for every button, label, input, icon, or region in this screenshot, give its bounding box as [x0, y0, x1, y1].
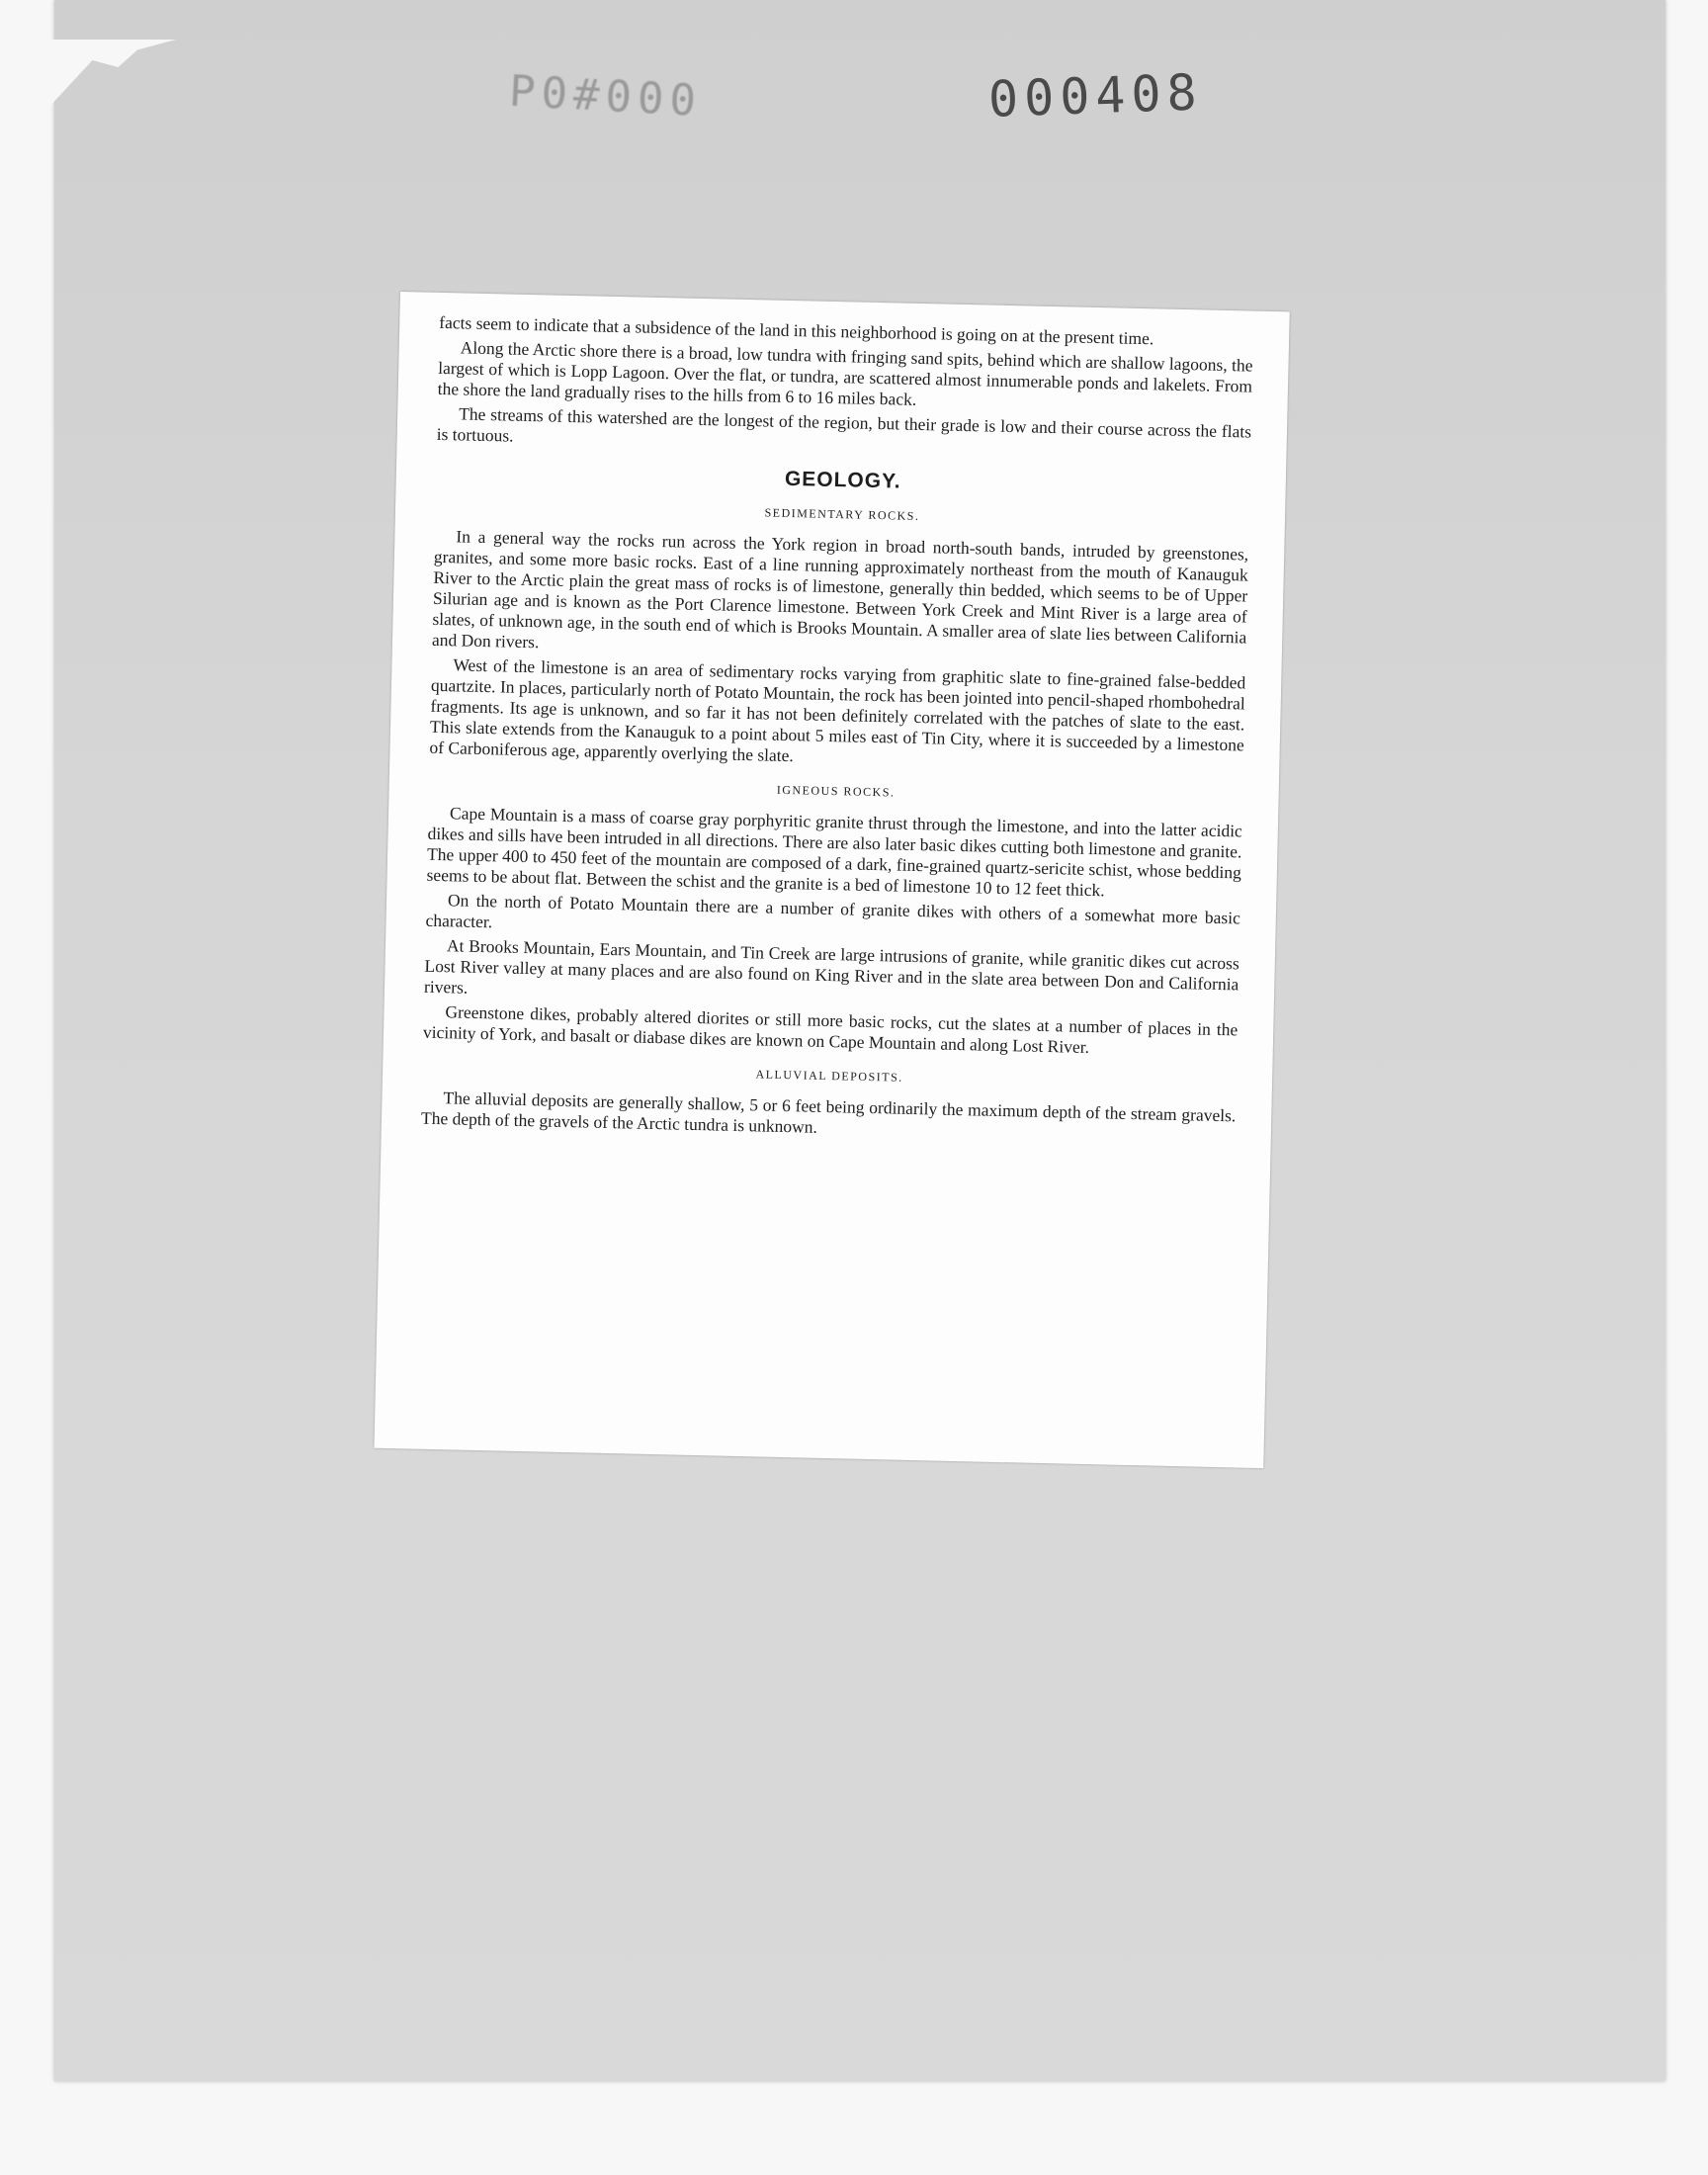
subheading-sedimentary-rocks: SEDIMENTARY ROCKS. [764, 505, 920, 523]
document-page [374, 292, 1289, 1468]
igneous-paragraph-3: At Brooks Mountain, Ears Mountain, and Tin Creek are large intrusions of granite, while granitic dikes cut across Lost River valley at many places and are also found on King River and in the slate area between Don and California rivers. [423, 935, 1240, 998]
stamp-number-faded: P0#000 [507, 65, 704, 128]
sedimentary-paragraph-1: In a general way the rocks run across the York region in broad north-south bands, intruded by greenstones, granites, and some more basic rocks. East of a line running approximately northeast from the mouth of Kanauguk River to the Arctic plain the great mass of rocks is of limestone, generally thin bedded, which seems to be of Upper Silurian age and is known as the Port Clarence limestone. Between York Creek and Mint River is a large area of slates, of unknown age, in the south end of which is Brooks Mountain. A smaller area of slate lies between California and Don rivers. [431, 526, 1249, 652]
stamp-number: 000408 [987, 63, 1204, 129]
igneous-paragraph-4: Greenstone dikes, probably altered diorites or still more basic rocks, cut the slates at a number of places in the vicinity of York, and basalt or diabase dikes are known on Cape Mountain and along Lost River. [422, 1001, 1238, 1058]
sedimentary-paragraph-2: West of the limestone is an area of sedimentary rocks varying from graphitic slate to fine-grained false-bedded quartzite. In places, particularly north of Potato Mountain, the rock has been jointed into pencil-shaped rhombohedral fragments. Its age is unknown, and so far it has not been definitely correlated with the patches of slate to the east. This slate extends from the Kanauguk to a point about 5 miles east of Tin City, where it is succeeded by a limestone of Carboniferous age, apparently overlying the slate. [429, 654, 1246, 766]
intro-paragraph-1: facts seem to indicate that a subsidence of the land in this neighborhood is going on at the present time. [439, 311, 1154, 349]
subheading-igneous-rocks: IGNEOUS ROCKS. [776, 782, 896, 800]
subheading-alluvial-deposits: ALLUVIAL DEPOSITS. [755, 1067, 903, 1085]
section-heading-geology: GEOLOGY. [784, 467, 901, 493]
intro-paragraph-3: The streams of this watershed are the longest of the region, but their grade is low and their course across the flats is tortuous. [436, 403, 1252, 446]
intro-paragraph-2: Along the Arctic shore there is a broad, low tundra with fringing sand spits, behind which are shallow lagoons, the largest of which is Lopp Lagoon. Over the flat, or tundra, are scattered almost innumerable ponds and lakelets. From the shore the land gradually rises to the hills from 6 to 16 miles back. [437, 337, 1253, 409]
alluvial-paragraph-1: The alluvial deposits are generally shallow, 5 or 6 feet being ordinarily the maximum depth of the stream gravels. The depth of the gravels of the Arctic tundra is unknown. [420, 1088, 1237, 1137]
igneous-paragraph-1: Cape Mountain is a mass of coarse gray porphyritic granite thrust through the limestone, and into the latter acidic dikes and sills have been intruded in all directions. There are also later basic dikes cutting both limestone and granite. The upper 400 to 450 feet of the mountain are composed of a dark, fine-grained quartz-sericite schist, whose bedding seems to be about flat. Between the schist and the granite is a bed of limestone 10 to 12 feet thick. [426, 803, 1243, 901]
igneous-paragraph-2: On the north of Potato Mountain there are a number of granite dikes with others of a somewhat more basic character. [425, 890, 1241, 932]
